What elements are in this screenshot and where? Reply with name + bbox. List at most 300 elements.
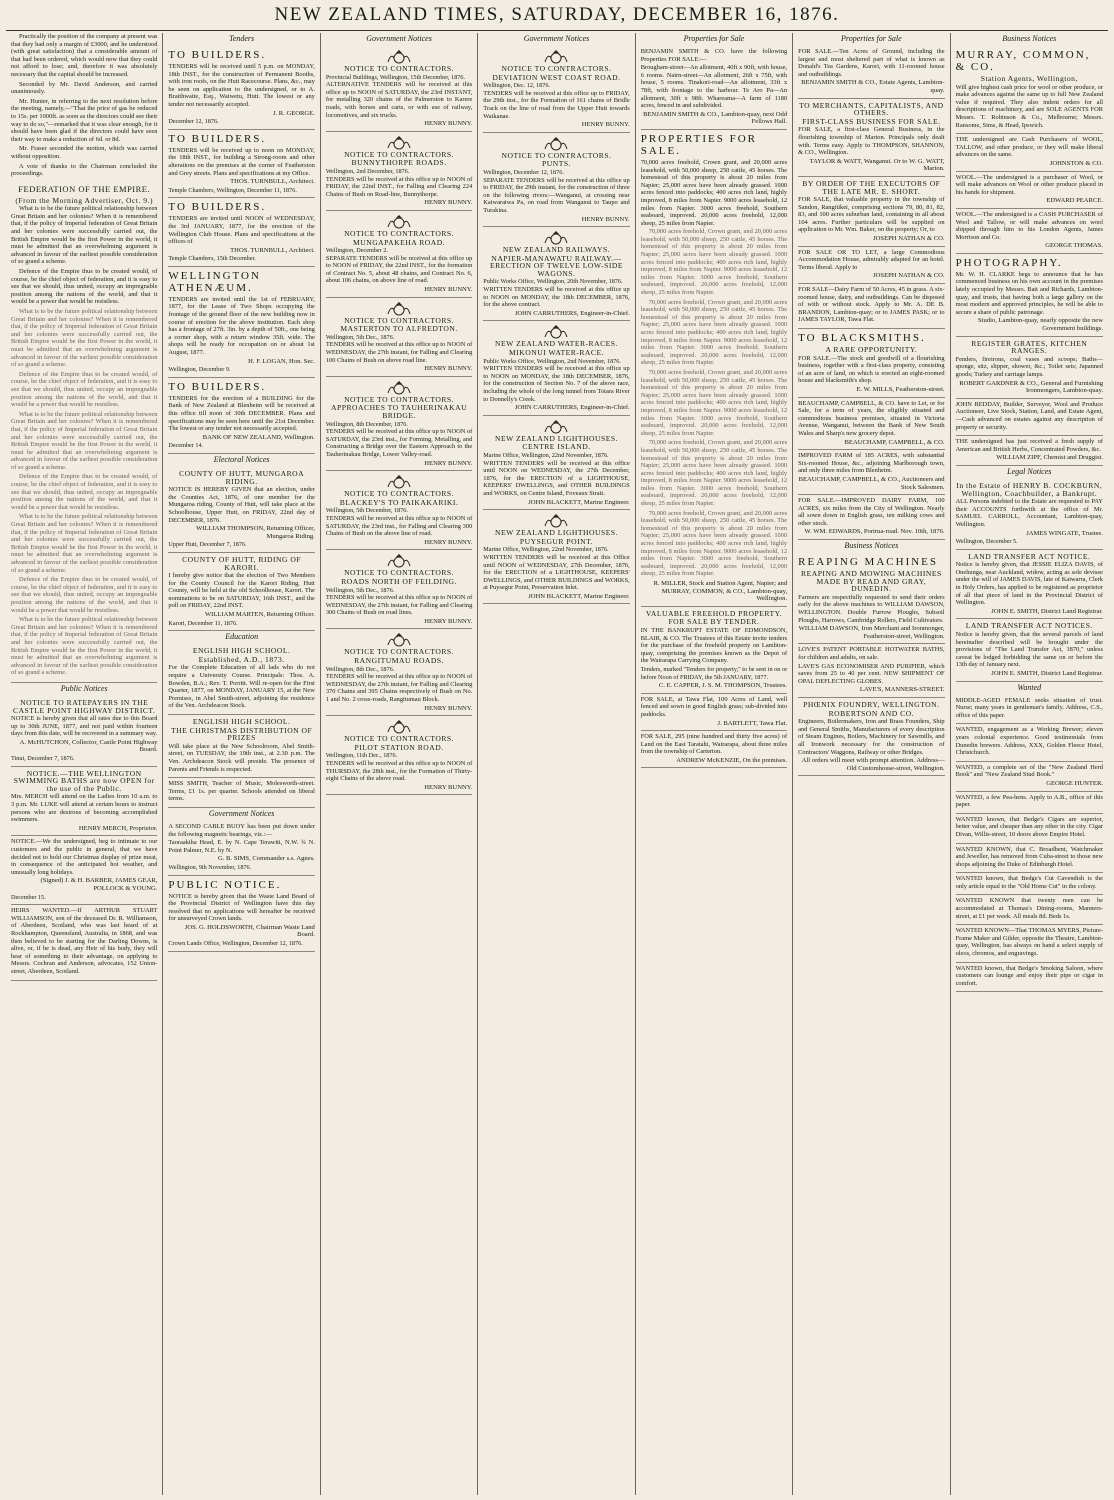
ad-body: Will take place at the New Schoolroom, Abel Smith-street, on TUESDAY, the 19th inst., at 2.30 p.m. The Ven. Archdeacon Stock will preside. The presence of Parents and Friends is respected. bbox=[168, 742, 315, 773]
mungaroa-notice bbox=[168, 467, 314, 553]
ad-body: FOR SALE, 295 (nine hundred and thirty five acres) of Land on the East Taratahi, Wairarapa, about three miles from the township of Carterton. bbox=[640, 733, 788, 756]
hotwater-baths-ad bbox=[798, 644, 944, 698]
ad-body: WANTED KNOWN, that C. Broadbent, Watchmaker and Jeweller, has removed from Cuba-street to those new shops adjoining the Duke of Edinburgh Hotel. bbox=[955, 845, 1103, 868]
ad-body: TENDERS will be received up to noon on MONDAY, the 18th INST., for building a Strong-room and other alterations on the premises at the corner of Featherston and Grey streets. Plans and specifications at my Office. bbox=[168, 146, 315, 177]
ad-date: December 12, 1876. bbox=[168, 118, 219, 126]
ad-body: I hereby give notice that the election of Two Members for the County Council for the Karori Riding, Hutt County, will be held at the old Schoolhouse, Karori. The nominations to be on SATURDAY, 16th INST., and the poll on FRIDAY, 22nd INST. bbox=[168, 572, 315, 610]
ad-body: Mrs. MERCH will attend on the Ladies from 10 a.m. to 3 p.m. Mr. LUKE will attend at certain hours to instruct persons who are desirous of becoming accomplished swimmers. bbox=[11, 793, 158, 824]
ad-signature: G. B. SIMS, Commander s.s. Agnes. bbox=[217, 855, 315, 863]
contractors-notice-8 bbox=[326, 629, 472, 716]
royal-crest-icon bbox=[386, 475, 412, 489]
article-paragraph: Mr. Fraser seconded the motion, which was carried without opposition. bbox=[11, 145, 158, 160]
ad-title: VALUABLE FREEHOLD PROPERTY. bbox=[645, 608, 783, 618]
ad-title: TO BUILDERS. bbox=[168, 132, 267, 145]
ad-body: SEPARATE TENDERS will be received at this office up to FRIDAY, the 29th instant, for the construction of three on the following rivers:—Wanganui, at crossing near Kaiwaraiwa Pa, on road from Wanganui to Taupo and Turakina. bbox=[483, 176, 630, 214]
ad-signature: EDWARD PEARCE. bbox=[1046, 197, 1103, 205]
ad-signature: HENRY BUNNY. bbox=[424, 783, 473, 791]
ad-title: PHOTOGRAPHY. bbox=[955, 256, 1063, 269]
royal-crest-icon bbox=[386, 302, 412, 316]
ad-signature: THOS. TURNBULL, Architect. bbox=[230, 178, 315, 186]
contractors-notice-punts bbox=[483, 133, 629, 227]
ad-signature: J. R. GEORGE. bbox=[272, 109, 315, 117]
ad-date: Wellington, December 9. bbox=[168, 366, 231, 374]
ad-body: FOR SALE, that valuable property in the township of Sandon, Rangitikei, comprising sections 79, 80, 81, 82, 83, and 100 acres suburban land, containing in all about 104 acres. Further particulars will be supplied on application to Mr. Wm. Baker, on the property; Or, to bbox=[798, 196, 945, 234]
article-paragraph: Seconded by Mr. David Anderson, and carried unanimously. bbox=[11, 80, 158, 96]
blacksmiths-ad bbox=[798, 329, 944, 398]
ad-body: WANTED, engagement as a Working Brewer; eleven years colonial experience. Good testimonials from Dunedin brewers. Address, XXX, Golden Fleece Hotel, Christchurch. bbox=[955, 726, 1103, 757]
ad-signature: JOS. G. HOLDSWORTH, Chairman Waste Land Board. bbox=[184, 923, 315, 939]
ad-date: Wellington, December 5. bbox=[955, 538, 1018, 546]
ad-signature: A. McHUTCHON, Collector, Castle Point Highway Board. bbox=[19, 738, 158, 754]
royal-crest-icon bbox=[543, 231, 569, 245]
royal-crest-icon bbox=[543, 137, 569, 151]
ad-signature: H. F. LOGAN, Hon. Sec. bbox=[248, 357, 315, 365]
wanted-ad-female bbox=[956, 695, 1103, 725]
wanted-ad-smoking-saloon bbox=[956, 963, 1103, 993]
article-paragraph: What is to be the future political relationship between Great Britain and her colonies? When it is remembered that, if the policy of Imperial federation of Great Britain and her colonies were successfully carried out, the British Empire would be the first Power in the world, it must be admitted that an overwhelming argument is advanced in favour of the earliest possible consideration of so grand a scheme. bbox=[11, 308, 158, 369]
ad-subtitle: BUNNYTHORPE ROADS. bbox=[351, 158, 447, 168]
section-header-properties: Properties for Sale bbox=[683, 34, 745, 43]
christmas-prizes-ad bbox=[168, 715, 314, 778]
ad-signature: W. WM. EDWARDS, Porirua-road. Nov. 10th, 1876. bbox=[804, 528, 945, 536]
ad-subtitle: MUNGAPAKEHA ROAD. bbox=[352, 237, 446, 247]
section-header-properties: Properties for Sale bbox=[841, 34, 902, 43]
ad-body: NOTICE IS HEREBY GIVEN that an election, under the Counties Act, 1876, of one member for the Mungaroa riding, County of Hutt, will take place at the Schoolhouse, Upper Hutt, on FRIDAY, 22nd day of DECEMBER, 1876. bbox=[168, 486, 315, 524]
article-paragraph: What is to be the future political relationship between Great Britain and her colonies? When it is remembered that, if the policy of Imperial federation of Great Britain and her colonies were successfully carried out, the British Empire would be the first Power in the world, it must be admitted that an overwhelming argument is advanced in favour of the earliest possible consideration of so grand a scheme. bbox=[11, 205, 158, 266]
ad-date: Wellington, 8th December, 1876. bbox=[325, 420, 408, 428]
ad-body: WANTED KNOWN—That THOMAS MYERS, Picture-Frame Maker and Gilder, opposite the Theatre, Lambton-quay, Wellington, has always on hand a select supply of oleos, chromos, and engravings. bbox=[955, 927, 1103, 958]
contractors-notice-3 bbox=[326, 211, 472, 298]
royal-crest-icon bbox=[543, 50, 569, 64]
ad-signature: All orders will meet with prompt attention. Address—Old Customhouse-street, Wellington. bbox=[801, 757, 945, 772]
ad-body: TENDERS will be received at this office up to NOON of WEDNESDAY, the 27th instant, for Falling and Clearing 370 Chains and 395 Chains respectively of Bush on No. 1 and No. 2 cross-roads, Rangitumau Block. bbox=[325, 673, 473, 704]
ad-date: December 15. bbox=[11, 893, 46, 901]
photography-ad bbox=[956, 254, 1103, 337]
ad-signature: HENRY BUNNY. bbox=[424, 704, 473, 712]
article-paragraph: What is to be the future political relationship between Great Britain and her colonies? When it is remembered that, if the policy of Imperial federation of Great Britain and her colonies were successfully carried out, the British Empire would be the first Power in the world, it must be admitted that an overwhelming argument is advanced in favour of the earliest possible consideration of so grand a scheme. bbox=[11, 513, 158, 574]
ad-signature: BEAUCHAMP, CAMPBELL, & CO., Auctioneers and Stock Salesmen. bbox=[798, 475, 945, 491]
ad-body: THE undersigned are Cash Purchasers of WOOL, TALLOW, and other produce, or they will make liberal advances on the same. bbox=[955, 136, 1103, 159]
ad-body: ALL Persons indebted to the Estate are requested to PAY their ACCOUNTS forthwith at the office of Mr. SAMUEL CARROLL, Accountant, Lambton-quay, Wellington. bbox=[955, 498, 1103, 528]
royal-crest-icon bbox=[386, 633, 412, 647]
improved-farm-ad bbox=[798, 450, 944, 495]
ad-body: TENDERS will be received at this office up to NOON of SATURDAY, the 23rd inst., for Falling and Clearing 300 Chains of Bush on the above line of road. bbox=[325, 514, 473, 538]
land-transfer-notices bbox=[956, 619, 1103, 681]
ad-signature: GEORGE THOMAS. bbox=[1045, 242, 1103, 250]
article-paragraph: Defence of the Empire thus to be created would, of course, be the chief object of federation, and it is easy to see that we should, thus united, occupy an impregnable position among the nations of the world, and that it would be a power that would be resistless. bbox=[11, 268, 158, 306]
phoenix-foundry-ad bbox=[798, 698, 944, 776]
royal-crest-icon bbox=[386, 554, 412, 568]
ad-signature: JOHN E. SMITH, District Land Registrar. bbox=[991, 670, 1103, 677]
ad-title: TO BLACKSMITHS. bbox=[798, 332, 926, 344]
redday-ad bbox=[956, 399, 1103, 436]
column-6 bbox=[793, 33, 950, 1495]
tawa-flat-ad bbox=[641, 694, 787, 731]
ad-body: FOR SALE.—IMPROVED DAIRY FARM, 100 ACRES, six miles from the City of Wellington. Nearly all sown down in English grass, ten milking cows and other stock. bbox=[798, 497, 945, 527]
masthead: NEW ZEALAND TIMES, SATURDAY, DECEMBER 16, 1876. bbox=[6, 4, 1108, 31]
ad-signature: HENRY BUNNY. bbox=[581, 215, 630, 223]
ad-title: NOTICE TO CONTRACTORS. bbox=[344, 489, 455, 499]
ad-body: NOTICE.—We the undersigned, beg to intimate to our customers and the public in general, that we have decided not to hold our Christmas display of prize meat, in consequence of the anticipated hot weather, and unusually long holidays. bbox=[11, 838, 158, 876]
ad-date: December 14. bbox=[168, 442, 204, 450]
ad-title: BENJAMIN SMITH & CO. have the following Properties FOR SALE:— bbox=[640, 48, 788, 63]
ad-body: FOR SALE OR TO LET, a large Commodious Accommodation House, admirably adapted for an hotel. Terms liberal. Apply to bbox=[798, 248, 945, 271]
ad-date: Tinui, December 7, 1876. bbox=[11, 755, 75, 763]
contractors-notice-5 bbox=[326, 377, 472, 471]
ad-body: SEPARATE TENDERS will be received at this office up to NOON of FRIDAY, the 22nd INST., for the formation of Contract No. 5, about 48 chains, and Contract No. 6, about 106 chains, on above line of road. bbox=[325, 254, 473, 285]
ad-date: Marine Office, Wellington, 22nd November, 1876. bbox=[483, 451, 609, 459]
ad-subtitle: PUNTS. bbox=[542, 159, 571, 169]
ad-title: NOTICE TO CONTRACTORS. bbox=[501, 150, 612, 160]
ad-title: NEW ZEALAND LIGHTHOUSES. bbox=[494, 433, 618, 443]
ad-title: COUNTY OF HUTT, MUNGAROA RIDING. bbox=[179, 468, 305, 486]
royal-crest-icon bbox=[386, 136, 412, 150]
ad-body: TENDERS will be received until 5 p.m. on MONDAY, 18th INST., for the construction of Permanent Booths, with iron roofs, on the Hutt Racecourse. Plans, &c., may be seen on application to the undersigned, or to A. Braithwaite, Esq., Waiwetu, Hutt. The lowest or any tender not necessarily accepted. bbox=[168, 63, 315, 108]
builders-ad-2 bbox=[168, 130, 314, 199]
ad-signature: BANK OF NEW ZEALAND, Wellington. bbox=[202, 433, 315, 441]
ad-signature: BENJAMIN SMITH & CO., Estate Agents, Lambton-quay. bbox=[801, 79, 945, 94]
karori-tea-gardens-ad bbox=[798, 46, 944, 99]
ad-signature: HENRY BUNNY. bbox=[424, 286, 473, 294]
ad-body: TENDERS will be received at this office up to NOON of THURSDAY, the 28th inst., for the Formation of Thirty-eight Chains of the above road. bbox=[325, 760, 473, 783]
ad-subtitle: THE CHRISTMAS DISTRIBUTION OF PRIZES bbox=[170, 725, 313, 743]
ad-date: Wellington, 8th Dec., 1876. bbox=[325, 665, 395, 673]
ad-body: NOTICE is hereby given that all rates due to this Board up to 30th JUNE, 1877, and not paid within fourteen days from this date, will be recovered in a summary way. bbox=[11, 715, 158, 738]
ad-body: IN THE BANKRUPT ESTATE OF EDMONDSON, BLAIR, & CO. The Trustees of this Estate invite tenders for the purchase of the freehold property on Lambton-quay, comprising the premises known as the Depot of the Wairarapa Carrying Company. bbox=[640, 626, 788, 665]
ad-date: Tenders, marked "Tenders for property," to be sent in on or before Noon of FRIDAY, the 5th JANUARY, 1877. bbox=[640, 665, 788, 681]
ad-date: Temple Chambers, 15th December. bbox=[168, 255, 256, 263]
ad-body: FOR SALE, a first-class General Business, in the flourishing township of Marton. Principals only dealt with. Terms easy. Apply to THOMPSON, SHANNON, & CO., Wellington. bbox=[798, 126, 945, 157]
ad-title: NEW ZEALAND LIGHTHOUSES. bbox=[494, 528, 618, 538]
ad-body: TENDERS will be received at this office up to NOON of FRIDAY, the 22nd INST., for Falling and Clearing 224 Chains of Bush on Road-line, Bunnythorpe. bbox=[325, 175, 473, 198]
section-header-government: Government Notices bbox=[208, 808, 275, 818]
property-listing-continuation bbox=[641, 228, 787, 578]
johnston-wool-ad bbox=[956, 134, 1103, 171]
ad-title: TO BUILDERS. bbox=[168, 201, 267, 214]
column-1 bbox=[6, 33, 163, 1495]
english-school-ad bbox=[168, 644, 314, 715]
ad-title: ENGLISH HIGH SCHOOL. bbox=[192, 646, 291, 656]
contractors-notice-7 bbox=[326, 550, 472, 629]
ad-subtitle: RANGITUMAU ROADS. bbox=[354, 656, 445, 666]
ad-subtitle: CENTRE ISLAND. bbox=[522, 442, 591, 452]
contractors-notice-9 bbox=[326, 716, 472, 795]
ad-date: Wellington, 5th December, 1876. bbox=[325, 507, 408, 515]
ad-subtitle: REAPING AND MOWING MACHINES MADE BY READ AND GRAY, DUNEDIN. bbox=[801, 569, 942, 594]
builders-ad-4 bbox=[168, 378, 314, 454]
heirs-wanted-notice bbox=[11, 905, 157, 980]
murray-common-ad bbox=[956, 46, 1103, 134]
ad-body: WRITTEN TENDERS will be received at this office up to NOON on MONDAY, the 18th DECEMBER, 1876, for the construction of Section No. 7 of the above race, including the whole of the long tunnel from Totara River to Donnelly's Creek. bbox=[483, 365, 630, 403]
ad-subtitle: Established, A.D., 1873. bbox=[198, 654, 285, 664]
ad-body: TENDERS will be received at this office up to NOON of WEDNESDAY, the 27th instant, for Falling and Clearing 100 Chains of Bush on above road line. bbox=[325, 341, 473, 364]
ad-title: ENGLISH HIGH SCHOOL. bbox=[192, 717, 291, 726]
ad-body: 70,000 acres freehold, Crown grant, and 20,000 acres leasehold, with 50,000 sheep, 250 cattle, 45 horses. The homestead of this property is about 20 miles from Napier; 25,000 acres have been already grassed. 1000 acres fenced into paddocks; 400 acres rich land, highly improved, 8 miles from Napier. 9000 acres leasehold, 12 miles from Napier. 3000 acres freehold, Southern seaboard, improved. 20,000 acres freehold, 12,000 sheep, 25 miles from Napier. bbox=[640, 228, 788, 297]
ad-subtitle: A RARE OPPORTUNITY. bbox=[825, 345, 918, 354]
section-header-wanted: Wanted bbox=[1017, 682, 1042, 692]
ad-body: WANTED, a few Pea-hens. Apply to A.B., office of this paper. bbox=[955, 793, 1103, 809]
column-2 bbox=[163, 33, 320, 1495]
ad-signature: HENRY BUNNY. bbox=[424, 120, 473, 128]
ad-body: Will give highest cash price for wool or other produce, or make advances against the same up to full New Zealand value if required. They also indent orders for all descriptions of machinery, and are SOLE AGENTS FOR Messrs. T. Robinson & Co., Melbourne; Messrs. Ransome, Sims, & Head, Ipswich. bbox=[955, 83, 1103, 129]
ad-body: WANTED known, that Bedge's Cigars are superior, better value, and cheaper than any other in the city. Cigar Divan, Willis-street, 10 doors above Empire Hotel. bbox=[955, 815, 1103, 838]
ad-signature: R. MILLER, Stock and Station Agent, Napier; and MURRAY, COMMON, & CO., Lambton-quay, Wellington. bbox=[653, 580, 788, 603]
ad-date: Temple Chambers, Wellington, December 11, 1876. bbox=[168, 186, 297, 194]
ad-body: WANTED known, that Bedge's Cut Cavendish is the only article equal to the "Old Home Cut" in the colony. bbox=[955, 875, 1103, 890]
ad-title: REGISTER GRATES, KITCHEN RANGES. bbox=[971, 338, 1088, 356]
ad-title: NOTICE TO CONTRACTORS. bbox=[344, 315, 455, 325]
ad-body: TENDERS will be received at this office up to NOON of SATURDAY, the 23rd inst., for Forming, Metalling, and Constructing a Bridge over the Eastern Approach to the Tauherinakau Bridge, Lower Valley-road. bbox=[325, 428, 473, 458]
ad-title: NOTICE TO CONTRACTORS. bbox=[344, 149, 455, 159]
thomas-wool-ad bbox=[956, 209, 1103, 254]
column-4 bbox=[478, 33, 635, 1495]
ad-body: Farmers are respectfully requested to send their orders early for the above machines to WILLIAM DAWSON, WELLINGTON. Double Furrow Ploughs, Subsoil Ploughs, Harrows, Cambridge Rollers, Field Cultivators. bbox=[798, 593, 945, 624]
herbs-ad bbox=[956, 436, 1103, 466]
ad-body: FOR SALE, at Tawa Flat, 100 Acres of Land, well fenced and sown in good English grass; sub-divided into paddocks. bbox=[640, 695, 788, 718]
ad-title: LOVE'S PATENT PORTABLE HOTWATER BATHS, for children and adults, on sale. bbox=[798, 646, 945, 661]
improved-dairy-farm-ad bbox=[798, 495, 944, 540]
ad-signature: HENRY BUNNY. bbox=[581, 121, 630, 129]
ad-signature: WILLIAM ZIPF, Chemist and Druggist. bbox=[996, 454, 1103, 462]
ad-signature: WILLIAM MARTEN, Returning Officer. bbox=[204, 611, 315, 619]
royal-crest-icon bbox=[386, 720, 412, 734]
ad-date: Upper Hutt, December 7, 1876. bbox=[168, 541, 247, 549]
ad-signature: HENRY BUNNY. bbox=[424, 617, 473, 625]
article-paragraph: What is to be the future political relationship between Great Britain and her colonies? When it is remembered that, if the policy of Imperial federation of Great Britain and her colonies were successfully carried out, the British Empire would be the first Power in the world, it must be admitted that an overwhelming argument is advanced in favour of the earliest possible consideration of so grand a scheme. bbox=[11, 410, 158, 471]
ad-body: IMPROVED FARM of 185 ACRES, with substantial Six-roomed House, &c., adjoining Marlborough town, and only three miles from Blenheim. bbox=[798, 452, 945, 475]
ad-body: For the Complete Education of all lads who do not require a University Course. Principals: Thos. A. Bowden, B.A.; Rev. T. Porritt. Will re-open for the First Quarter, 1877, on MONDAY, JANUARY 15, at the New Premises, in Abel Smith-street, adjoining the residence of the Ven. Archdeacon Stock. bbox=[168, 664, 315, 710]
ad-signature: (Signed) J. & H. BARBER, JAMES GEAR, POLLOCK & YOUNG. bbox=[40, 877, 158, 892]
builders-ad-1 bbox=[168, 46, 314, 130]
taratahi-ad bbox=[641, 731, 787, 768]
section-header-education: Education bbox=[225, 632, 259, 642]
royal-crest-icon bbox=[543, 420, 569, 434]
ad-title: PROPERTIES FOR SALE. bbox=[640, 132, 757, 157]
ad-body: HEIRS WANTED.—If ARTHUR STUART WILLIAMSON, son of the deceased Dr. R. Williamson, of Aberdeen, Scotland, who was last heard of at Rockhampton, Queensland, Australia, in 1868, and was then believed to be starting for the Darling Downs, is alive, or, if he is dead, any Heir of his body, they will hear of something to their advantage, on applying to Messrs. Cochran and Anderson, advocates, 152 Union-street, Aberdeen, Scotland. bbox=[11, 907, 158, 975]
ad-signature: HENRY MERCH, Proprietor. bbox=[78, 824, 158, 832]
ad-title: NOTICE TO RATEPAYERS IN THE CASTLE POINT HIGHWAY DISTRICT. bbox=[13, 697, 156, 715]
gas-company-article bbox=[11, 33, 157, 178]
ad-date: Wellington, 5th Dec., 1876. bbox=[325, 333, 395, 341]
ad-signature: ROBERT GARDNER & CO., General and Furnishing Ironmongers, Lambton-quay. bbox=[959, 379, 1103, 395]
ad-signature: JOHN CARRUTHERS, Engineer-in-Chief. bbox=[514, 404, 630, 412]
ad-subtitle: MIKONUI WATER-RACE. bbox=[508, 348, 604, 358]
ad-title: NOTICE TO CONTRACTORS. bbox=[344, 647, 455, 657]
ad-subtitle: Station Agents, Wellington, bbox=[980, 74, 1078, 83]
builders-ad-3 bbox=[168, 198, 314, 267]
lighthouse-puysegur-notice bbox=[483, 510, 629, 604]
royal-crest-icon bbox=[386, 215, 412, 229]
ad-body: WANTED, a complete set of the "New Zealand Herd Book" and "New Zealand Stud Book." bbox=[955, 763, 1103, 779]
article-source: (From the Morning Advertiser, Oct. 9.) bbox=[15, 195, 154, 205]
article-paragraph: Practically the position of the company at present was that they had only a margin of £3000, and he understood (with great satisfaction) that a considerable amount of that had been ordered, which would now that they could not afford to lose; and, therefore it was absolutely necessary that the capital should be increased. bbox=[11, 33, 158, 78]
ad-signature: WILLIAM DAWSON, Iron Merchant and Ironmonger, Featherston-street, Wellington. bbox=[798, 625, 945, 640]
swimming-baths-notice bbox=[11, 767, 157, 837]
column-5 bbox=[636, 33, 793, 1495]
ad-subtitle: FIRST-CLASS BUSINESS FOR SALE. bbox=[802, 116, 941, 126]
section-header-legal: Legal Notices bbox=[1007, 466, 1052, 476]
ad-signature: JOSEPH NATHAN & CO. bbox=[873, 272, 945, 280]
ad-date: Crown Lands Office, Wellington, December 12, 1876. bbox=[168, 940, 303, 948]
section-header-business: Business Notices bbox=[844, 541, 899, 551]
ad-body: MIDDLE-AGED FEMALE seeks situation of trust. Nurse; many years in gentleman's family. Address, C.S., office of this paper. bbox=[955, 696, 1103, 719]
ad-title: MURRAY, COMMON, & CO. bbox=[955, 49, 1091, 73]
ad-title: NOTICE.—THE WELLINGTON SWIMMING BATHS are now OPEN for the use of the Public. bbox=[13, 768, 155, 793]
ad-title: PUBLIC NOTICE. bbox=[168, 878, 282, 891]
butchers-notice bbox=[11, 836, 157, 905]
ad-signature: HENRY BUNNY. bbox=[424, 459, 473, 467]
ad-subtitle: APPROACHES TO TAUHERINAKAU BRIDGE. bbox=[331, 403, 468, 420]
wanted-ad-dining-rooms bbox=[956, 895, 1103, 925]
ad-signature: JOHN CARRUTHERS, Engineer-in-Chief. bbox=[514, 309, 630, 317]
ad-title: A SECOND CABLE BUOY has been put down under the following magnetic bearings, viz.:— bbox=[168, 822, 315, 838]
ad-date: Public Works Office, Wellington, 20th November, 1876. bbox=[483, 278, 623, 286]
ad-body: Mr. W. H. CLARKE begs to announce that he has commenced business on his own account in the premises lately occupied by Messrs. Batt and Richards, Lambton-quay, and trusts, that having both a large gallery on the most modern and approved principles, he will be able to secure a share of public patronage. bbox=[955, 270, 1103, 316]
ad-signature: C. E. CAPPER, J. S. M. THOMPSON, Trustees. bbox=[658, 682, 788, 690]
wanted-ad-brewer bbox=[956, 724, 1103, 761]
ad-subtitle: PUYSEGUR POINT. bbox=[519, 536, 594, 546]
contractors-notice-2 bbox=[326, 132, 472, 211]
ad-body: WRITTEN TENDERS will be received at this office until NOON on WEDNESDAY, the 27th December, 1876, for the ERECTION of a LIGHTHOUSE, KEEPERS' DWELLINGS, and OTHER BUILDINGS and WORKS, on Centre Island, Foveaux Strait. bbox=[483, 459, 630, 497]
ad-signature: HENRY BUNNY. bbox=[424, 365, 473, 373]
ad-body: WANTED KNOWN that twenty men can be accommodated at Thomas's Dining-rooms, Manners-street, at £1 per week. All meals 8d. Beds 1s. bbox=[955, 897, 1103, 920]
ad-title: In the Estate of HENRY B. COCKBURN, Wellington, Coachbuilder, a Bankrupt. bbox=[956, 480, 1103, 498]
ad-body: 70,000 acres freehold, Crown grant, and 20,000 acres leasehold, with 50,000 sheep, 250 cattle, 45 horses. The homestead of this property is about 20 miles from Napier; 25,000 acres have been already grassed. 1000 acres fenced into paddocks; 400 acres rich land, highly improved, 8 miles from Napier. 9000 acres leasehold, 12 miles from Napier. 3000 acres freehold, Southern seaboard, improved. 20,000 acres freehold, 12,000 sheep, 25 miles from Napier. bbox=[640, 368, 788, 437]
royal-crest-icon bbox=[386, 50, 412, 64]
section-header-government: Government Notices bbox=[366, 34, 432, 43]
ad-body: Taoraakiha Head, E. by N. Cape Terawiti, N.W. ¾ N. Point Palmer, N.E. by N. bbox=[168, 839, 315, 854]
ad-body: TENDERS for the erection of a BUILDING for the Bank of New Zealand at Blenheim will be received at this office till noon of 30th DECEMBER. Plans and specifications may be seen here until the 21st December. The lowest or any tender not necessarily accepted. bbox=[168, 394, 315, 433]
article-paragraph: Defence of the Empire thus to be created would, of course, be the chief object of federation, and it is easy to see that we should, thus united, occupy an impregnable position among the nations of the world, and that it would be a power that would be resistless. bbox=[11, 473, 158, 511]
executors-ad bbox=[798, 177, 944, 247]
ad-body: TENDERS are invited until the 1st of FEBRUARY, 1877, for the Lease of Two Shops occupying the frontage of the ground floor of the new building now in course of erection for the above institution. Each shop has a frontage of 27ft. 3in. by a depth of 50ft., one being a corner shop, with a return window 35ft. wide. The shops will be ready for occupation on or about 1st August, 1877. bbox=[168, 295, 315, 357]
ad-subtitle: FOR SALE BY TENDER. bbox=[668, 617, 760, 627]
wanted-ad-pea-hens bbox=[956, 792, 1103, 814]
ad-body: Fenders, fireirons, coal vases and scoops; Baths—sponge, sitz, slipper, shower, &c.; Toilet sets; Japanned goods; Turkey and carriage lamps. bbox=[955, 355, 1103, 378]
ad-title: PHŒNIX FOUNDRY, WELLINGTON. bbox=[803, 699, 940, 709]
column-7 bbox=[951, 33, 1108, 1495]
reaping-machines-ad bbox=[798, 553, 944, 644]
ad-subtitle: BLACKEY'S TO PAIKAKARIKI. bbox=[339, 497, 459, 507]
ad-title: WELLINGTON ATHENÆUM. bbox=[168, 269, 261, 294]
ad-signature: BEAUCHAMP, CAMPBELL, & CO. bbox=[844, 438, 945, 446]
ad-title: NOTICE TO CONTRACTORS. bbox=[344, 64, 455, 73]
section-header-government: Government Notices bbox=[523, 34, 590, 43]
ad-signature: E. W. MILLS, Featherston-street. bbox=[856, 385, 945, 393]
ad-body: WOOL.—The undersigned is a CASH PURCHASER of Wool and Tallow, or will make advances on wool shipped through him to his London Agents, James Morrison and Co. bbox=[955, 210, 1103, 241]
wanted-ad-watchmaker bbox=[956, 844, 1103, 874]
contractors-notice-1 bbox=[326, 46, 472, 132]
columns bbox=[6, 33, 1108, 1495]
ad-subtitle: ROADS NORTH OF FEILDING. bbox=[341, 576, 457, 586]
ad-title: BY ORDER OF THE EXECUTORS OF THE LATE MR. E. SHORT. bbox=[802, 178, 941, 196]
ad-signature: JOHN E. SMITH, District Land Registrar. bbox=[991, 607, 1103, 615]
section-header-electoral: Electoral Notices bbox=[213, 454, 270, 464]
land-transfer-notice bbox=[956, 550, 1103, 620]
athenaeum-ad bbox=[168, 267, 314, 378]
ad-signature: BENJAMIN SMITH & CO., Lambton-quay, next Odd Fellows Hall. bbox=[643, 110, 788, 126]
accommodation-house-ad bbox=[798, 247, 944, 284]
article-title: FEDERATION OF THE EMPIRE. bbox=[18, 183, 151, 194]
ad-title: TO MERCHANTS, CAPITALISTS, AND OTHERS. bbox=[799, 100, 944, 118]
ad-date: Wellington, 11th Dec., 1876. bbox=[325, 752, 398, 760]
merchants-ad bbox=[798, 99, 944, 177]
ad-body: WOOL.—The undersigned is a purchaser of Wool, or will make advances on Wool or other produce placed in his hands for shipment. bbox=[955, 173, 1103, 196]
ad-title: TO BUILDERS. bbox=[168, 380, 267, 393]
freehold-tender-ad bbox=[641, 607, 787, 694]
railways-notice bbox=[483, 227, 629, 321]
ad-date: Provincial Buildings, Wellington, 15th December, 1876. bbox=[325, 73, 466, 81]
ad-body: 70,000 acres freehold, Crown grant, and 20,000 acres leasehold, with 50,000 sheep, 250 cattle, 45 horses. The homestead of this property is about 20 miles from Napier; 25,000 acres have been already grassed. 1000 acres fenced into paddocks; 400 acres rich land, highly improved, 8 miles from Napier. 9000 acres leasehold, 12 miles from Napier. 3000 acres freehold, Southern seaboard, improved. 20,000 acres freehold, 12,000 sheep, 25 miles from Napier. bbox=[640, 298, 788, 367]
royal-crest-icon bbox=[386, 381, 412, 395]
article-paragraph: Defence of the Empire thus to be created would, of course, be the chief object of federation, and it is easy to see that we should, thus united, occupy an impregnable position among the nations of the world, and that it would be a power that would be resistless. bbox=[11, 576, 158, 614]
ad-date: Marine Office, Wellington, 22nd November, 1876. bbox=[483, 546, 609, 554]
ad-signature: LAVE'S, MANNERS-STREET. bbox=[859, 686, 945, 694]
water-races-notice bbox=[483, 321, 629, 415]
ad-body: WANTED known, that Bedge's Smoking Saloon, where customers can lounge and enjoy their pipe or cigar in comfort. bbox=[955, 964, 1103, 987]
cockburn-estate-notice bbox=[956, 479, 1103, 550]
ad-date: Public Works Office, Wellington, 2nd November, 1876. bbox=[483, 357, 621, 365]
property-ad-napier bbox=[641, 130, 787, 607]
ad-body: Engineers, Boilermakers, Iron and Brass Founders, Ship and General Smiths, Manufacturers of every description of Steam Engines, Boilers, Machinery for Sawmills, and all Ironwork necessary for the construction of Contractors' Waggons, Railway or other Bridges. bbox=[798, 718, 945, 756]
ad-title: COUNTY OF HUTT, RIDING OF KARORI. bbox=[182, 554, 302, 572]
waste-land-notice bbox=[168, 876, 314, 952]
ad-body: TENDERS will be received at this office up to FRIDAY, the 29th inst., for the Formation of 161 chains of Bridle Track on the line of road from the Upper Hutt towards Waikanae. bbox=[483, 89, 630, 120]
ad-date: Karori, December 11, 1876. bbox=[168, 619, 238, 627]
ad-subtitle: PILOT STATION ROAD. bbox=[354, 742, 444, 752]
ad-body: LAVE'S GAS ECONOMISER AND PURIFIER, which saves from 25 to 40 per cent. NEW SHIPMENT OF OPAL DEFLECTING GLOBES. bbox=[798, 662, 945, 685]
register-grates-ad bbox=[956, 337, 1103, 399]
ad-signature: HENRY BUNNY. bbox=[424, 538, 473, 546]
ad-body: THE undersigned has just received a fresh supply of American and British Herbs, Concentrated Powders, &c. bbox=[955, 438, 1103, 453]
lighthouse-centre-island-notice bbox=[483, 416, 629, 510]
ad-body: ALTERNATIVE TENDERS will be received at this office up to NOON of SATURDAY, the 23rd INSTANT, for metalling 320 chains of the Palmerston to Karere roads, with horses and carts, or with use of railway, locomotives, and six trucks. bbox=[325, 81, 473, 119]
ad-subtitle: ROBERTSON AND CO. bbox=[828, 708, 915, 718]
karori-notice bbox=[168, 553, 314, 631]
ad-signature: JOHN BLACKETT, Marine Engineer. bbox=[528, 498, 630, 506]
music-teacher-ad bbox=[168, 778, 314, 808]
column-3 bbox=[321, 33, 478, 1495]
cable-buoy-notice bbox=[168, 821, 314, 876]
ad-signature: JOSEPH NATHAN & CO. bbox=[873, 235, 945, 243]
ad-signature: Studio, Lambton-quay, nearly opposite the new Government buildings. bbox=[977, 317, 1103, 333]
ad-body: FOR SALE.—Ten Acres of Ground, including the largest and most sheltered part of what is known as Donald's Tea Gardens, Karori, with 11-roomed house and outbuildings. bbox=[798, 48, 945, 78]
section-header-business: Business Notices bbox=[1002, 34, 1057, 43]
castle-point-notice bbox=[11, 696, 157, 767]
beauchamp-premises-ad bbox=[798, 398, 944, 451]
royal-crest-icon bbox=[543, 325, 569, 339]
wanted-ad-cavendish bbox=[956, 873, 1103, 895]
ad-signature: TAYLOR & WATT, Wanganui. Or to W. G. WATT, Marton. bbox=[809, 157, 945, 173]
ad-body: 70,000 acres freehold, Crown grant, and 20,000 acres leasehold, with 50,000 sheep, 250 cattle, 45 horses. The homestead of this property is about 20 miles from Napier; 25,000 acres have been already grassed. 1000 acres fenced into paddocks; 400 acres rich land, highly improved, 8 miles from Napier. 9000 acres leasehold, 12 miles from Napier. 3000 acres freehold, Southern seaboard, improved. 20,000 acres freehold, 12,000 sheep, 25 miles from Napier. bbox=[640, 509, 788, 578]
article-paragraph: A vote of thanks to the Chairman concluded the proceedings. bbox=[11, 162, 158, 178]
ad-subtitle: DEVIATION WEST COAST ROAD. bbox=[492, 72, 621, 82]
ad-signature: WILLIAM THOMPSON, Returning Officer, Mungaroa Riding. bbox=[196, 525, 315, 540]
ad-body: JOHN REDDAY, Builder, Surveyor, Wool and Produce Auctioneer, Live Stock, Station, Land, and Estate Agent,—Cash advanced on estates against any description of property or security. bbox=[955, 400, 1103, 431]
wanted-ad-cigars bbox=[956, 814, 1103, 844]
ad-subtitle: NAPIER-MANAWATU RAILWAY.—ERECTION OF TWELVE LOW-SIDE WAGONS. bbox=[489, 253, 624, 278]
ad-body: Notice is hereby given, that JESSIE ELIZA DAVIS, of Onehunga, near Auckland, widow, acting as sole devisee under the will of JAMES DAVIS, late of Kaiwarra, Clerk in Holy Orders, has applied to be registered as proprietor of all that piece of land in the Provincial District of Wellington. bbox=[955, 561, 1103, 607]
ad-signature: JAMES WINGATE, Trustee. bbox=[1026, 529, 1103, 537]
ad-signature: HENRY BUNNY. bbox=[424, 199, 473, 207]
ad-body: 70,000 acres freehold, Crown grant, and 20,000 acres leasehold, with 50,000 sheep, 250 cattle, 45 horses. The homestead of this property is about 20 miles from Napier; 25,000 acres have been already grassed. 1000 acres fenced into paddocks; 400 acres rich land, highly improved, 8 miles from Napier. 9000 acres leasehold, 12 miles from Napier. 3000 acres freehold, Southern seaboard, improved. 20,000 acres freehold, 12,000 sheep, 25 miles from Napier. bbox=[640, 439, 788, 508]
ad-body: NOTICE is hereby given that the Waste Land Board of the Provincial District of Wellington have this day resolved that no applications will hereafter be received for unsurveyed Crown lands. bbox=[168, 892, 315, 923]
ad-title: NOTICE TO CONTRACTORS. bbox=[344, 394, 455, 404]
ad-title: NEW ZEALAND RAILWAYS. bbox=[502, 245, 611, 255]
ad-title: REAPING MACHINES bbox=[798, 556, 939, 569]
ad-title: NEW ZEALAND WATER-RACES. bbox=[495, 339, 618, 349]
ad-title: NOTICE TO CONTRACTORS. bbox=[501, 64, 612, 73]
